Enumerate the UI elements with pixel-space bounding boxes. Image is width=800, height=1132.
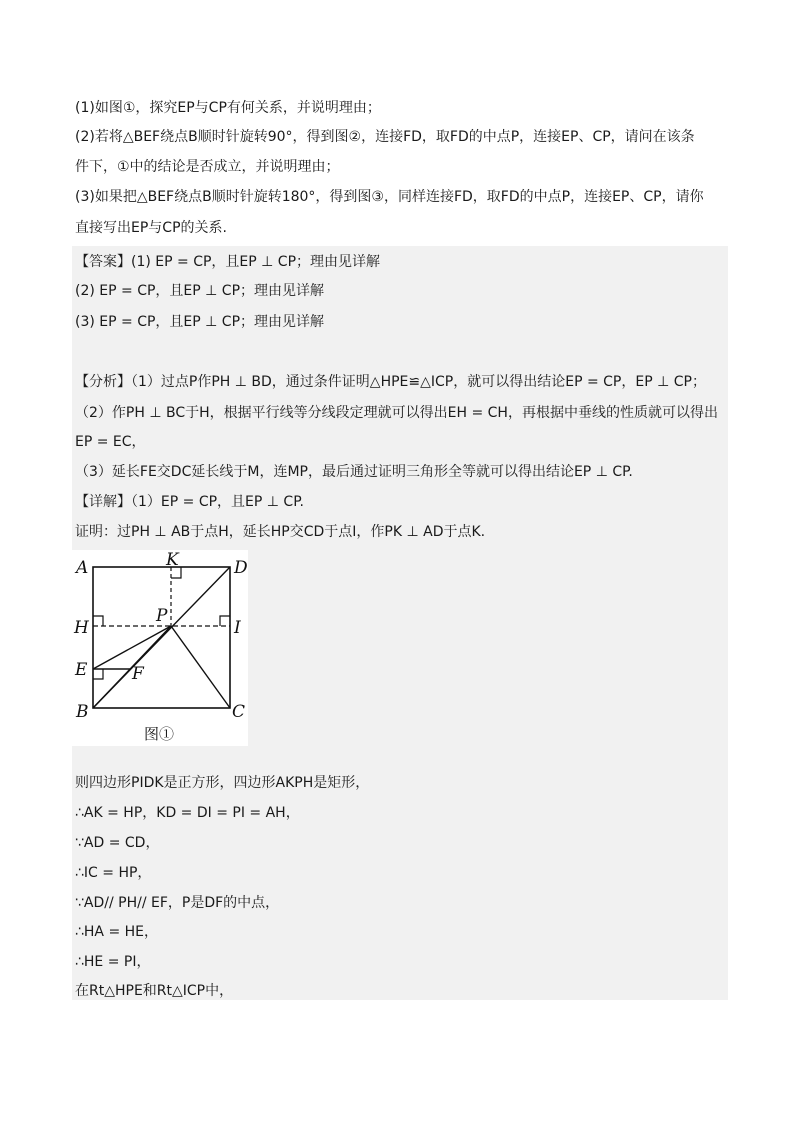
question-2-line-1: (2)若将△BEF绕点B顺时针旋转90°，得到图②，连接FD，取FD的中点P，连接EP、CP，请问在该条	[75, 129, 695, 145]
answer-line-3: (3) EP = CP，且EP ⊥ CP；理由见详解	[75, 314, 325, 330]
analysis-line-4: （3）延长FE交DC延长线于M，连MP，最后通过证明三角形全等就可以得出结论EP ⊥ CP.	[75, 464, 633, 480]
detail-line-1: 【详解】（1）EP = CP，且EP ⊥ CP.	[75, 494, 304, 510]
question-3-line-2: 直接写出EP与CP的关系.	[75, 220, 227, 236]
geometry-diagram	[72, 550, 248, 746]
proof-line-2: ∴AK = HP，KD = DI = PI = AH，	[75, 805, 300, 821]
right-angle-h	[93, 616, 103, 626]
answer-line-1: 【答案】(1) EP = CP，且EP ⊥ CP；理由见详解	[75, 254, 381, 270]
question-2-line-2: 件下，①中的结论是否成立，并说明理由；	[75, 159, 340, 175]
proof-line-5: ∵AD// PH// EF，P是DF的中点，	[75, 895, 280, 911]
figure-1	[72, 550, 248, 746]
answer-line-2: (2) EP = CP，且EP ⊥ CP；理由见详解	[75, 283, 325, 299]
label-e: E	[75, 660, 88, 680]
detail-line-2: 证明：过PH ⊥ AB于点H，延长HP交CD于点I，作PK ⊥ AD于点K.	[75, 524, 486, 540]
analysis-line-2: （2）作PH ⊥ BC于H，根据平行线等分线段定理就可以得出EH = CH，再根据中垂线的性质就可以得出	[75, 405, 718, 421]
label-i: I	[234, 618, 241, 638]
question-1: (1)如图①，探究EP与CP有何关系，并说明理由；	[75, 100, 381, 116]
segment-pc	[171, 626, 230, 708]
figure-caption: 图①	[144, 725, 175, 743]
analysis-line-1: 【分析】（1）过点P作PH ⊥ BD，通过条件证明△HPE≌△ICP，就可以得出结论EP = CP，EP ⊥ CP；	[75, 374, 706, 390]
label-h: H	[74, 618, 89, 638]
label-b: B	[76, 702, 89, 722]
right-angle-e	[93, 669, 103, 679]
proof-line-4: ∴IC = HP，	[75, 865, 152, 881]
question-3-line-1: (3)如果把△BEF绕点B顺时针旋转180°，得到图③，同样连接FD，取FD的中点P，连接EP、CP，请你	[75, 189, 704, 205]
proof-line-6: ∴HA = HE，	[75, 924, 159, 940]
analysis-line-3: EP = EC，	[75, 434, 146, 450]
label-c: C	[232, 702, 246, 722]
proof-line-3: ∵AD = CD，	[75, 835, 160, 851]
proof-line-8: 在Rt△HPE和Rt△ICP中，	[75, 983, 234, 999]
right-angle-i	[220, 616, 230, 626]
proof-line-1: 则四边形PIDK是正方形，四边形AKPH是矩形，	[75, 775, 370, 791]
proof-line-7: ∴HE = PI，	[75, 954, 151, 970]
label-d: D	[234, 558, 248, 578]
segment-ep	[93, 626, 171, 669]
label-a: A	[76, 558, 89, 578]
label-f: F	[132, 664, 144, 684]
label-k: K	[166, 550, 179, 570]
label-p: P	[156, 606, 168, 626]
